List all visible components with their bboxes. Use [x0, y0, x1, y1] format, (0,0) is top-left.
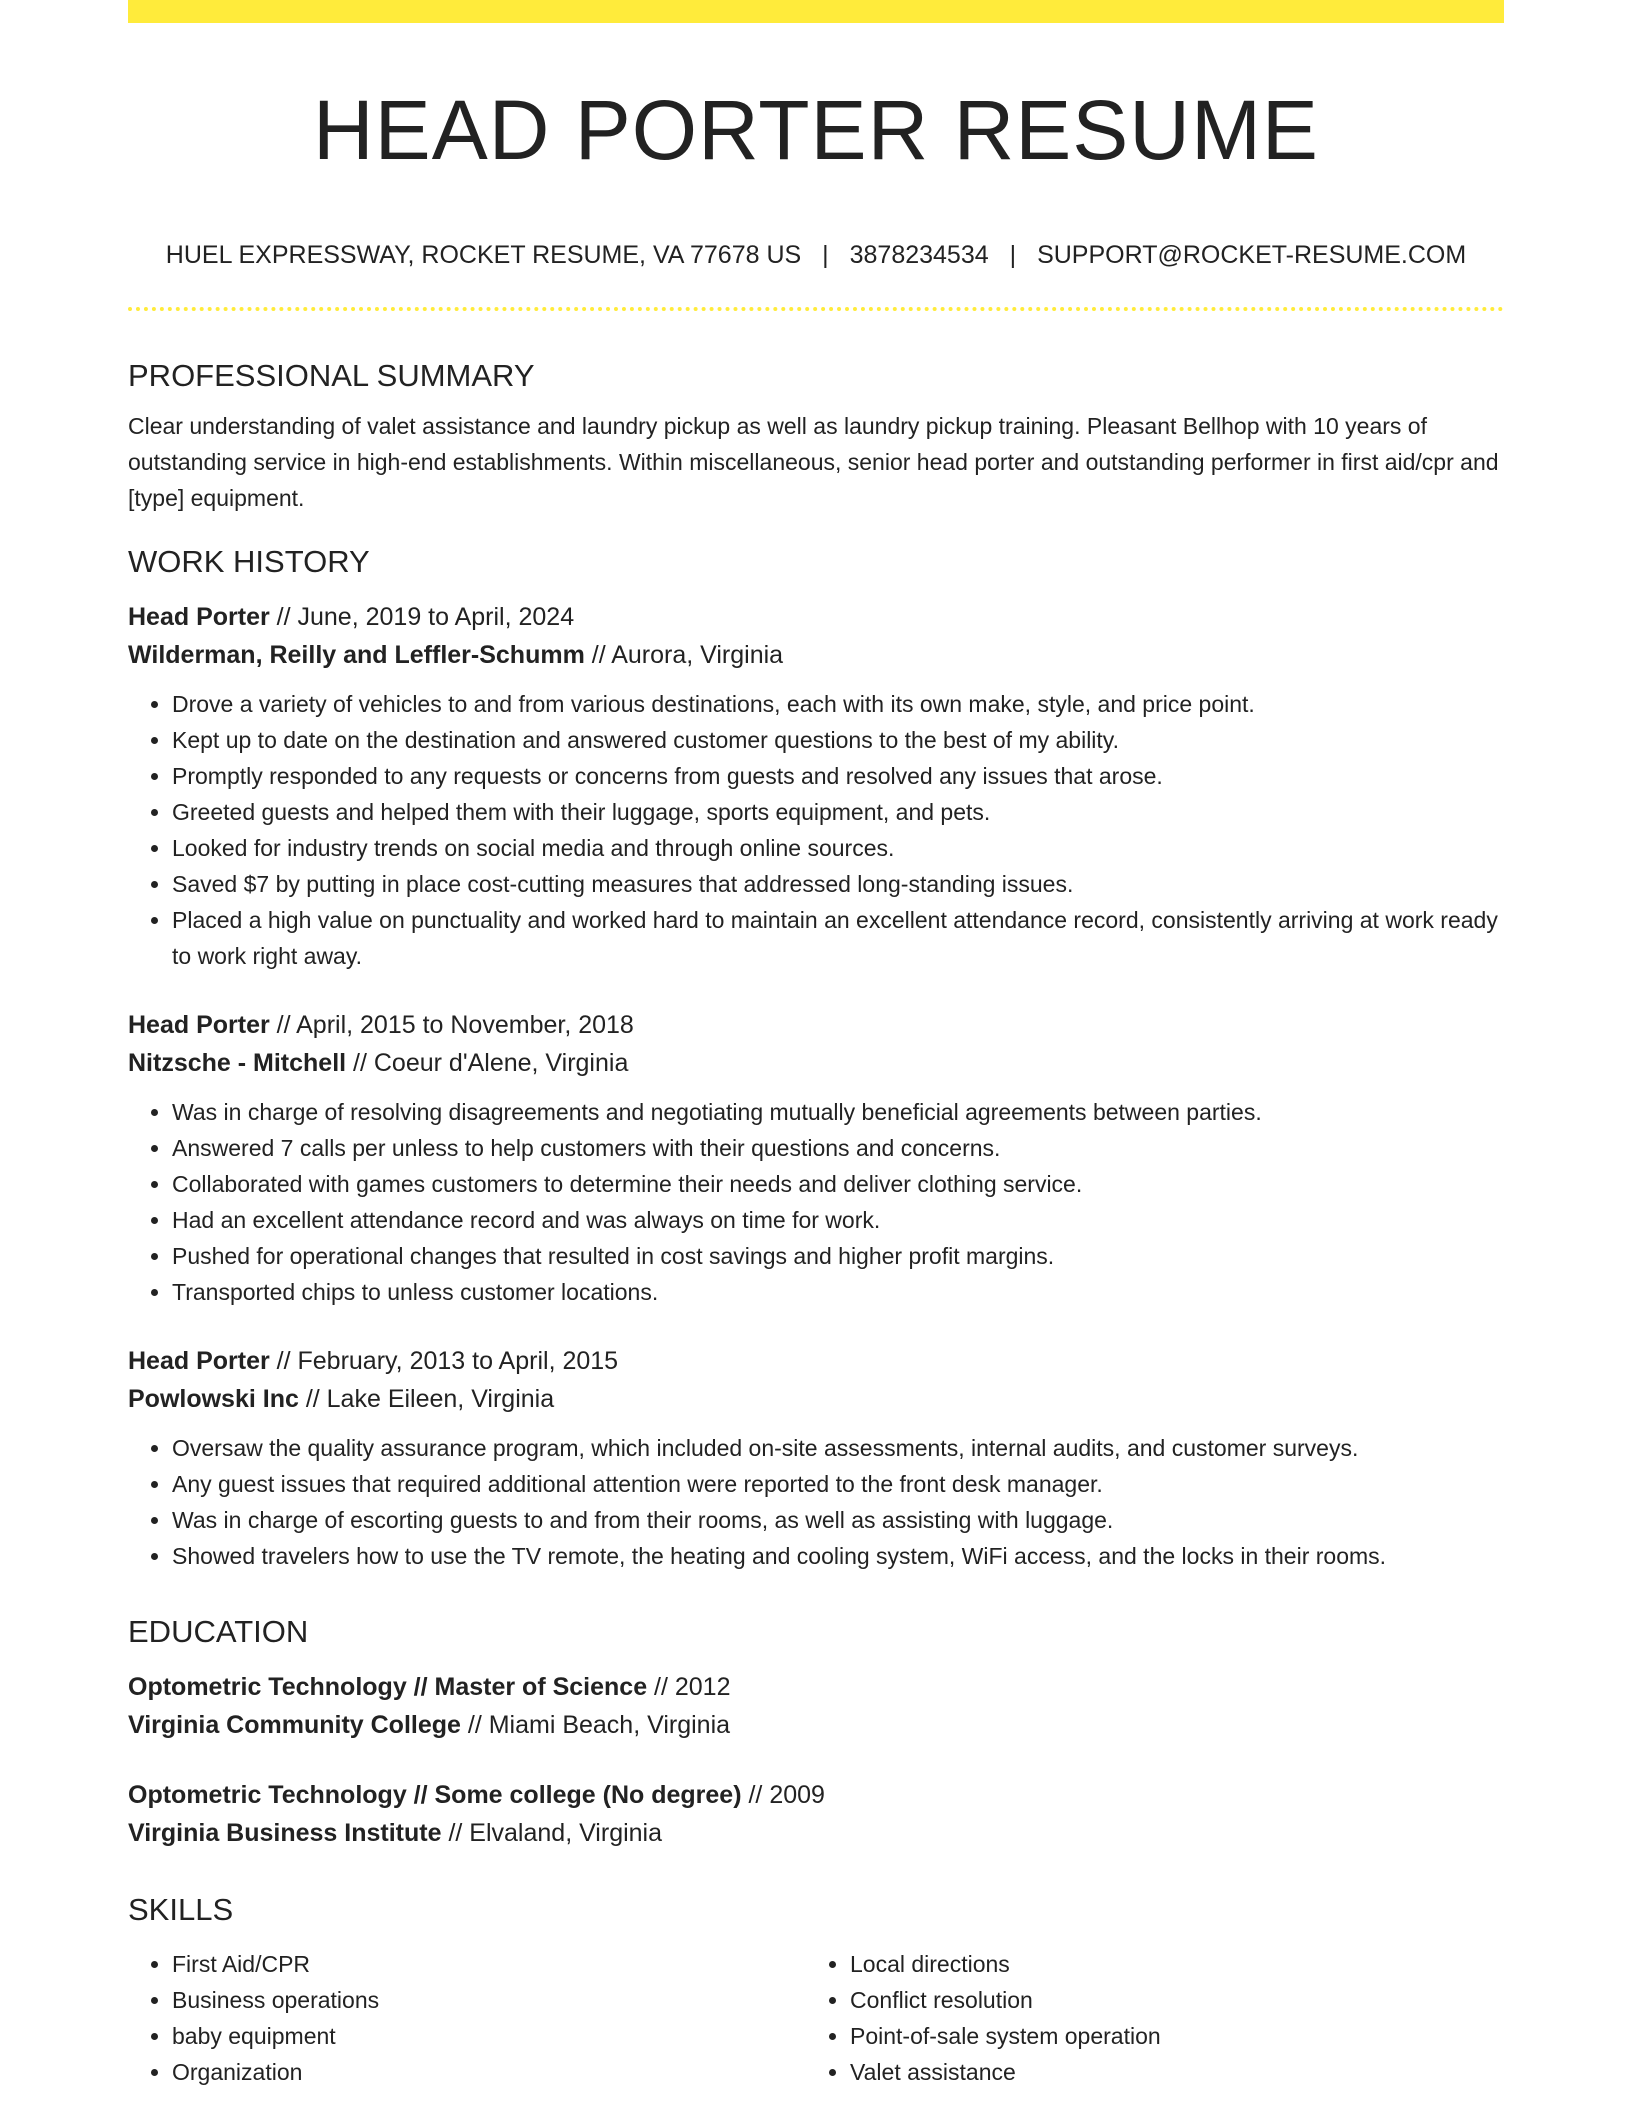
- skills-right-list: [806, 1946, 1484, 2090]
- job-bullet: • Drove a variety of vehicles to and from various destinations, each with its own make, style, and price point.: [172, 686, 1504, 722]
- skill-item: • Valet assistance: [850, 2054, 1484, 2090]
- job-company: Powlowski Inc: [128, 1385, 299, 1413]
- skill-item: • Organization: [172, 2054, 806, 2090]
- skill-item: • Conflict resolution: [850, 1982, 1484, 2018]
- resume-title: HEAD PORTER RESUME: [313, 83, 1319, 177]
- education-year: // 2012: [647, 1673, 731, 1701]
- education-entry: [128, 1668, 1504, 1744]
- education-school-line: [128, 1814, 1504, 1852]
- education-degree-line: [128, 1668, 1504, 1706]
- job-title: Head Porter: [128, 1347, 270, 1375]
- job-title-line: [128, 598, 1504, 636]
- education-school-line: [128, 1706, 1504, 1744]
- work-history-list: [128, 598, 1504, 1574]
- summary-heading: PROFESSIONAL SUMMARY: [128, 358, 535, 393]
- contact-separator: |: [1009, 241, 1017, 269]
- job-bullets: [128, 1094, 1504, 1310]
- job-bullet: • Any guest issues that required additional attention were reported to the front desk manager.: [172, 1466, 1504, 1502]
- job-bullets: [128, 1430, 1504, 1574]
- job-dates: // April, 2015 to November, 2018: [269, 1011, 634, 1039]
- job-bullet: • Placed a high value on punctuality and worked hard to maintain an excellent attendance record, consistently arriving at work ready to work right away.: [172, 902, 1504, 974]
- job-dates: // June, 2019 to April, 2024: [269, 603, 575, 631]
- job-entry: [128, 598, 1504, 974]
- skills-columns: [128, 1936, 1504, 2090]
- work-history-heading: WORK HISTORY: [128, 544, 370, 579]
- contact-line: [128, 238, 1504, 272]
- job-title: Head Porter: [128, 603, 270, 631]
- education-heading: EDUCATION: [128, 1614, 309, 1649]
- education-degree-line: [128, 1776, 1504, 1814]
- job-title-line: [128, 1342, 1504, 1380]
- education-school: Virginia Business Institute: [128, 1819, 442, 1847]
- job-entry: [128, 1342, 1504, 1574]
- skill-item: • First Aid/CPR: [172, 1946, 806, 1982]
- job-bullet: • Was in charge of escorting guests to and from their rooms, as well as assisting with luggage.: [172, 1502, 1504, 1538]
- job-bullet: • Had an excellent attendance record and was always on time for work.: [172, 1202, 1504, 1238]
- education-location: // Elvaland, Virginia: [441, 1819, 663, 1847]
- contact-address: HUEL EXPRESSWAY, ROCKET RESUME, VA 77678 US: [165, 241, 802, 269]
- skill-item: • Point-of-sale system operation: [850, 2018, 1484, 2054]
- summary-text: Clear understanding of valet assistance and laundry pickup as well as laundry pickup training. Pleasant Bellhop with 10 years of outstanding service in high-end establishments. Within miscellaneous, senior head porter and outstanding performer in first aid/cpr and [type] equipment.: [128, 413, 1499, 511]
- education-list: [128, 1668, 1504, 1852]
- job-bullet: • Oversaw the quality assurance program, which included on-site assessments, internal audits, and customer surveys.: [172, 1430, 1504, 1466]
- job-location: // Coeur d'Alene, Virginia: [346, 1049, 629, 1077]
- job-bullet: • Collaborated with games customers to determine their needs and deliver clothing service.: [172, 1166, 1504, 1202]
- job-title: Head Porter: [128, 1011, 270, 1039]
- job-bullet: • Looked for industry trends on social media and through online sources.: [172, 830, 1504, 866]
- job-bullet: • Transported chips to unless customer locations.: [172, 1274, 1504, 1310]
- job-bullet: • Answered 7 calls per unless to help customers with their questions and concerns.: [172, 1130, 1504, 1166]
- job-location: // Lake Eileen, Virginia: [298, 1385, 555, 1413]
- skill-item: • Business operations: [172, 1982, 806, 2018]
- skills-heading: SKILLS: [128, 1892, 234, 1927]
- contact-email: SUPPORT@ROCKET-RESUME.COM: [1037, 241, 1467, 269]
- contact-phone: 3878234534: [849, 241, 989, 269]
- job-bullet: • Was in charge of resolving disagreements and negotiating mutually beneficial agreements between parties.: [172, 1094, 1504, 1130]
- education-location: // Miami Beach, Virginia: [460, 1711, 731, 1739]
- job-bullet: • Saved $7 by putting in place cost-cutting measures that addressed long-standing issues.: [172, 866, 1504, 902]
- job-bullet: • Kept up to date on the destination and answered customer questions to the best of my ability.: [172, 722, 1504, 758]
- contact-separator: |: [822, 241, 829, 269]
- education-degree: Optometric Technology // Some college (No degree): [128, 1781, 742, 1809]
- resume-content: [128, 350, 1504, 2090]
- job-bullets: [128, 686, 1504, 974]
- job-company: Nitzsche - Mitchell: [128, 1049, 347, 1077]
- job-location: // Aurora, Virginia: [584, 641, 784, 669]
- skills-left-list: [128, 1946, 806, 2090]
- job-bullet: • Promptly responded to any requests or concerns from guests and resolved any issues that arose.: [172, 758, 1504, 794]
- job-entry: [128, 1006, 1504, 1310]
- job-title-line: [128, 1006, 1504, 1044]
- accent-bar: [128, 0, 1504, 23]
- skill-item: • baby equipment: [172, 2018, 806, 2054]
- education-entry: [128, 1776, 1504, 1852]
- skill-item: • Local directions: [850, 1946, 1484, 1982]
- education-degree: Optometric Technology // Master of Science: [128, 1673, 648, 1701]
- education-year: // 2009: [741, 1781, 825, 1809]
- job-bullet: • Pushed for operational changes that resulted in cost savings and higher profit margins.: [172, 1238, 1504, 1274]
- job-company-line: [128, 636, 1504, 674]
- job-dates: // February, 2013 to April, 2015: [269, 1347, 619, 1375]
- job-bullet: • Showed travelers how to use the TV remote, the heating and cooling system, WiFi access, and the locks in their rooms.: [172, 1538, 1504, 1574]
- job-company: Wilderman, Reilly and Leffler-Schumm: [128, 641, 585, 669]
- dotted-divider: [128, 307, 1504, 311]
- job-company-line: [128, 1380, 1504, 1418]
- job-bullet: • Greeted guests and helped them with their luggage, sports equipment, and pets.: [172, 794, 1504, 830]
- job-company-line: [128, 1044, 1504, 1082]
- education-school: Virginia Community College: [128, 1711, 461, 1739]
